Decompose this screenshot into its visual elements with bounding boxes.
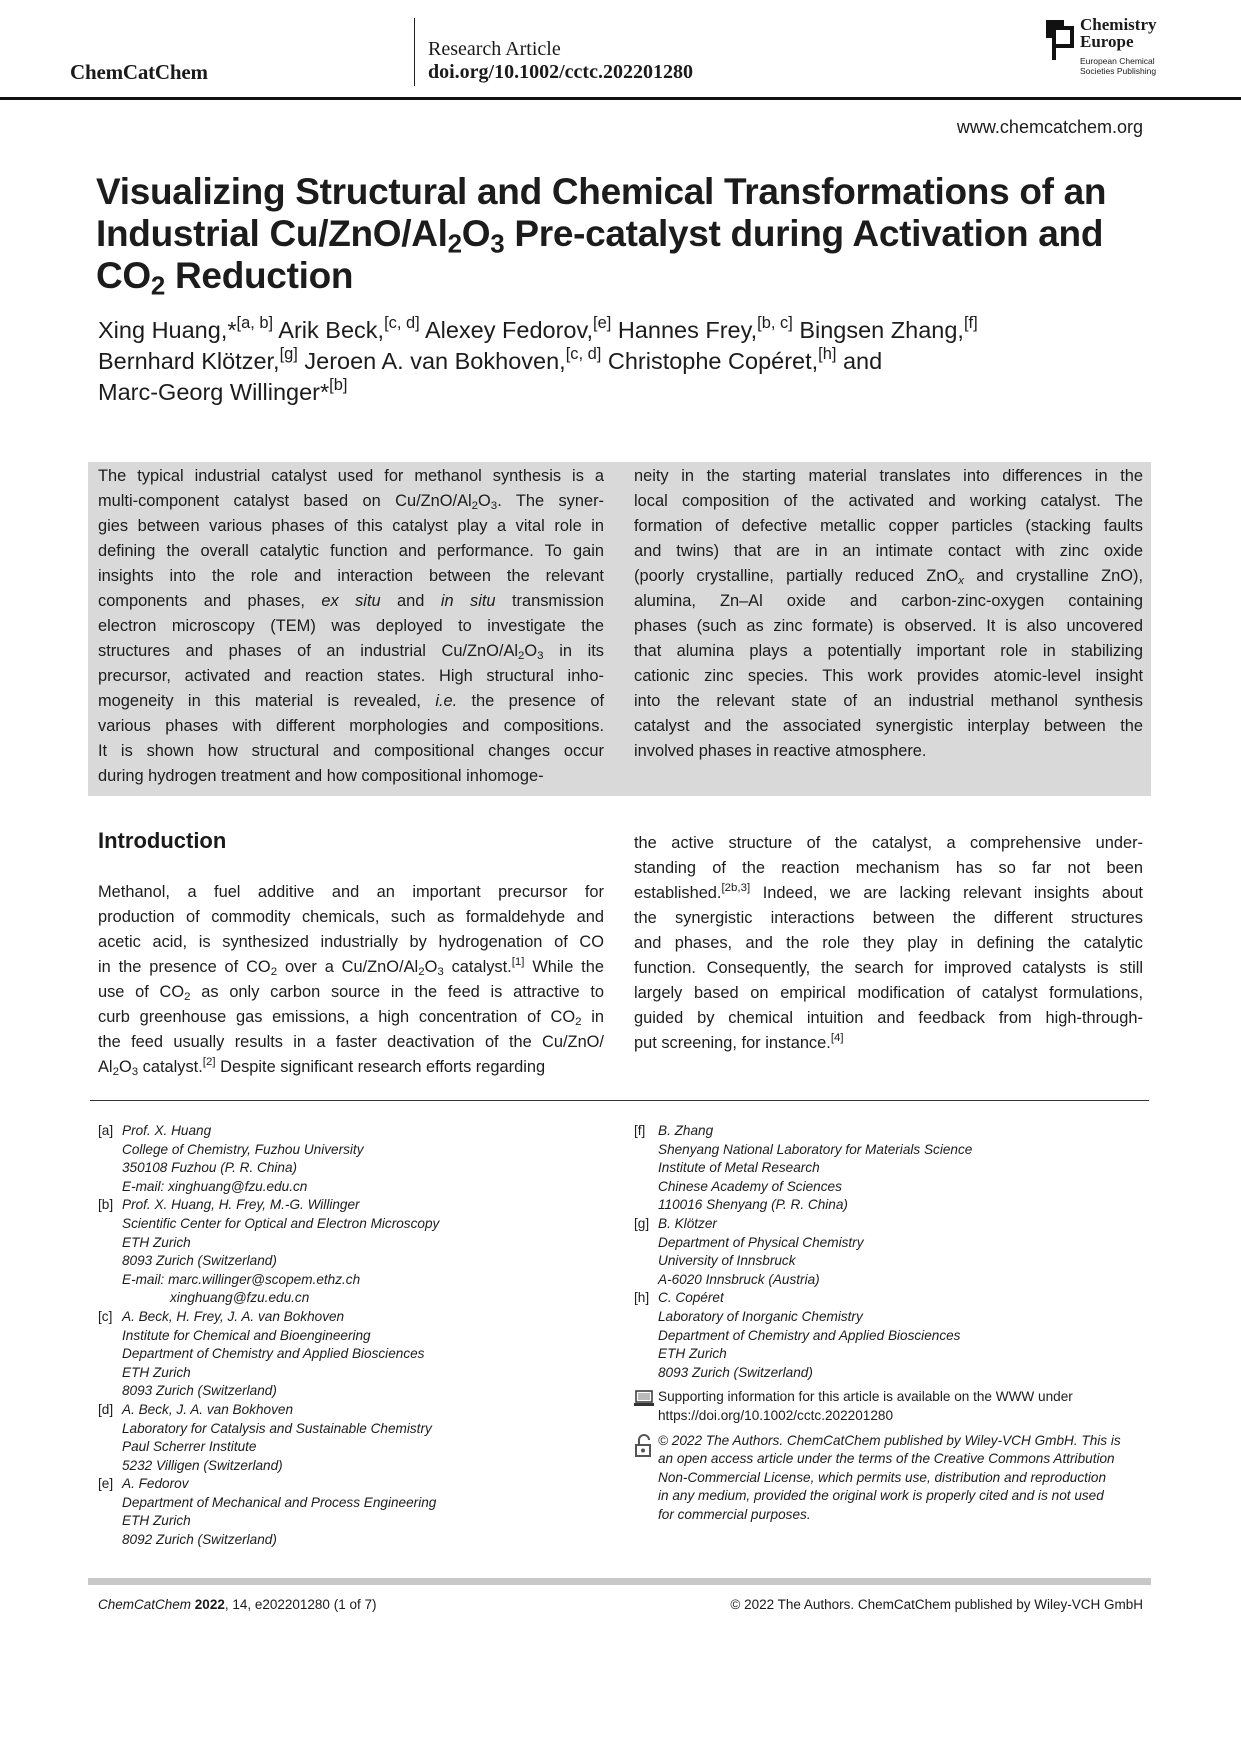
logo-line-4: Societies Publishing xyxy=(1080,66,1157,76)
license-line: © 2022 The Authors. ChemCatChem published by Wiley-VCH GmbH. This is xyxy=(658,1432,1121,1448)
affiliation-tag: [f] xyxy=(634,1123,646,1138)
text-line: mogeneity in this material is revealed, i.e. the presence of xyxy=(98,692,604,710)
text-line: multi-component catalyst based on $Cu/ZnO/Al_2O_3$. The syner- xyxy=(98,492,604,512)
title-line-1: Visualizing Structural and Chemical Transformations of an xyxy=(96,171,1107,212)
text-line: use of $CO_2$ as only carbon source in the feed is attractive to xyxy=(98,983,604,1003)
text-line: acetic acid, is synthesized industrially by hydrogenation of CO xyxy=(98,933,604,951)
logo-line-2: Europe xyxy=(1080,32,1134,51)
text-line: structures and phases of an industrial $Cu/ZnO/Al_2O_3$ in its xyxy=(98,642,604,662)
affiliation-line: C. Copéret xyxy=(658,1290,724,1306)
affiliation-line: A. Beck, J. A. van Bokhoven xyxy=(122,1401,294,1417)
author-affiliation-ref: [f] xyxy=(963,314,978,333)
affiliation-tag: [e] xyxy=(98,1476,114,1492)
text-line: the feed usually results in a faster deactivation of the Cu/ZnO/ xyxy=(98,1033,604,1051)
affiliation-line: B. Klötzer xyxy=(658,1215,717,1231)
text-line: put screening, for instance.[4] xyxy=(634,1032,844,1052)
text-line: curb greenhouse gas emissions, a high concentration of $CO_2$ in xyxy=(98,1008,605,1028)
text-line: established.[2b,3] Indeed, we are lacking relevant insights about xyxy=(634,882,1143,902)
affiliations-right xyxy=(634,1122,1154,1524)
text-line: various phases with different morphologies and compositions. xyxy=(98,717,604,735)
affiliation-line: 8093 Zurich (Switzerland) xyxy=(122,1383,277,1399)
affiliation-entry xyxy=(98,1196,618,1308)
affiliation-entry xyxy=(98,1308,618,1401)
text-line: It is shown how structural and compositional changes occur xyxy=(98,742,604,760)
author-affiliation-ref: [e] xyxy=(593,314,612,333)
affiliation-line: 8093 Zurich (Switzerland) xyxy=(122,1253,277,1269)
article-type: Research Article xyxy=(428,38,561,60)
affiliation-line: Scientific Center for Optical and Electron Microscopy xyxy=(122,1215,440,1231)
affiliation-entry xyxy=(98,1401,618,1475)
author-affiliation-ref: [g] xyxy=(279,345,298,364)
license-line: an open access article under the terms of the Creative Commons Attribution xyxy=(658,1451,1115,1467)
introduction-right-column xyxy=(634,831,1143,1056)
affiliation-line: Chinese Academy of Sciences xyxy=(658,1178,842,1194)
header-divider xyxy=(414,18,415,86)
text-line: alumina, Zn–Al oxide and carbon-zinc-oxygen containing xyxy=(634,592,1143,610)
text-line: during hydrogen treatment and how compositional inhomoge- xyxy=(98,767,544,785)
author-affiliation-ref: [b, c] xyxy=(757,314,793,333)
license-line: in any medium, provided the original work is properly cited and is not used xyxy=(658,1488,1104,1504)
text-line: guided by chemical intuition and feedback from high-through- xyxy=(634,1009,1143,1027)
doi-link[interactable]: doi.org/10.1002/cctc.202201280 xyxy=(428,61,693,83)
text-line: The typical industrial catalyst used for methanol synthesis is a xyxy=(98,467,604,485)
affiliation-line[interactable]: E-mail: xinghuang@fzu.edu.cn xyxy=(122,1178,308,1194)
article-title xyxy=(96,171,1156,301)
author-name: Alexey Fedorov, xyxy=(424,317,594,343)
text-line: insights into the role and interaction between the relevant xyxy=(98,567,604,585)
logo-line-3: European Chemical xyxy=(1080,56,1155,66)
author-affiliation-ref: [c, d] xyxy=(565,345,602,364)
affiliation-line: Institute of Metal Research xyxy=(658,1160,820,1176)
affiliation-line: ETH Zurich xyxy=(122,1234,191,1250)
text-line: and twins) that are in an intimate contact with zinc oxide xyxy=(634,542,1143,560)
author-name: Christophe Copéret, xyxy=(607,348,819,374)
affiliation-line: B. Zhang xyxy=(658,1123,714,1138)
affiliation-line: 5232 Villigen (Switzerland) xyxy=(122,1457,283,1473)
affiliation-line: ETH Zurich xyxy=(122,1364,191,1380)
author-line: Bernhard Klötzer,[g] Jeroen A. van Bokhoven,[c, d] Christophe Copéret,[h] and xyxy=(98,345,883,374)
text-line: local composition of the activated and working catalyst. The xyxy=(634,492,1143,510)
affiliation-line: A. Fedorov xyxy=(122,1476,189,1492)
affiliation-entry xyxy=(634,1122,1154,1215)
title-line-2: Industrial $Cu/ZnO/Al_2O_3$ Pre-catalyst during Activation and xyxy=(96,213,1104,259)
text-line: and phases, and the role they play in defining the catalytic xyxy=(634,934,1143,952)
affiliation-entry xyxy=(98,1122,618,1196)
affiliation-tag: [g] xyxy=(634,1215,650,1231)
affiliation-line: 350108 Fuzhou (P. R. China) xyxy=(122,1160,298,1176)
affiliation-tag: [b] xyxy=(98,1197,114,1213)
text-line: gies between various phases of this catalyst play a vital role in xyxy=(98,517,604,535)
affiliation-line: Shenyang National Laboratory for Materials Science xyxy=(658,1141,973,1157)
computer-icon xyxy=(634,1390,654,1414)
footer-copyright: © 2022 The Authors. ChemCatChem published by Wiley-VCH GmbH xyxy=(730,1597,1143,1612)
text-line: in the presence of $CO_2$ over a $Cu/ZnO/Al_2O_3$ catalyst.[1] While the xyxy=(98,956,604,978)
affiliation-line: Laboratory for Catalysis and Sustainable Chemistry xyxy=(122,1420,432,1436)
affiliation-tag: [a] xyxy=(98,1123,114,1138)
logo-line-1: Chemistry xyxy=(1080,15,1157,34)
text-line: the synergistic interactions between the different structures xyxy=(634,909,1143,927)
abstract-right-column xyxy=(634,464,1143,764)
supporting-info-link[interactable]: https://doi.org/10.1002/cctc.202201280 xyxy=(658,1407,894,1423)
license-line: for commercial purposes. xyxy=(658,1506,811,1522)
author-affiliation-ref: [h] xyxy=(818,345,837,364)
author-line xyxy=(98,377,1158,408)
introduction-left-column xyxy=(98,880,604,1080)
text-line: largely based on empirical modification of catalyst formulations, xyxy=(634,984,1143,1002)
affiliation-entry xyxy=(634,1289,1154,1382)
affiliation-tag: [c] xyxy=(98,1308,113,1324)
author-affiliation-ref: [b] xyxy=(329,376,348,395)
text-line: electron microscopy (TEM) was deployed to investigate the xyxy=(98,617,604,635)
text-line: neity in the starting material translates into differences in the xyxy=(634,467,1143,485)
affiliation-line: Department of Mechanical and Process Engineering xyxy=(122,1494,437,1510)
header-rule xyxy=(0,97,1241,100)
affiliation-line: Institute for Chemical and Bioengineering xyxy=(122,1327,371,1343)
text-line: the active structure of the catalyst, a comprehensive under- xyxy=(634,834,1143,852)
journal-website-link[interactable]: www.chemcatchem.org xyxy=(956,117,1143,137)
author-name: Hannes Frey, xyxy=(617,317,758,343)
journal-name: ChemCatChem xyxy=(70,60,208,84)
text-line: that alumina plays a potentially important role in stabilizing xyxy=(634,642,1143,660)
affiliation-line: University of Innsbruck xyxy=(658,1253,796,1269)
text-line: (poorly crystalline, partially reduced ZnO$_x$ and crystalline ZnO), xyxy=(634,567,1143,587)
affiliation-line: 110016 Shenyang (P. R. China) xyxy=(658,1197,848,1213)
author-affiliation-ref: [a, b] xyxy=(236,314,274,333)
affiliation-entry xyxy=(634,1215,1154,1289)
affiliation-line: College of Chemistry, Fuzhou University xyxy=(122,1141,364,1157)
text-line: function. Consequently, the search for improved catalysts is still xyxy=(634,959,1143,977)
footer-citation: ChemCatChem 2022, 14, e202201280 (1 of 7) xyxy=(98,1597,377,1612)
affiliation-line: Paul Scherrer Institute xyxy=(122,1439,257,1455)
affiliation-entry xyxy=(98,1475,618,1549)
abstract-left-column xyxy=(98,464,604,789)
text-line: precursor, activated and reaction states. High structural inho- xyxy=(98,667,604,685)
text-line: Methanol, a fuel additive and an important precursor for xyxy=(98,883,604,901)
author-name: Xing Huang,* xyxy=(98,317,237,343)
author-name: Marc-Georg Willinger* xyxy=(98,379,330,405)
title-line-3: $CO_2$ Reduction xyxy=(96,255,354,301)
affiliation-line: 8092 Zurich (Switzerland) xyxy=(122,1532,277,1548)
affiliations-divider xyxy=(90,1100,1149,1101)
affiliation-line: Prof. X. Huang xyxy=(122,1123,212,1138)
affiliation-line: Laboratory of Inorganic Chemistry xyxy=(658,1308,863,1324)
affiliation-tag: [h] xyxy=(634,1290,650,1306)
author-name: Jeroen A. van Bokhoven, xyxy=(304,348,566,374)
author-name: Bingsen Zhang, xyxy=(799,317,964,343)
affiliation-line[interactable]: E-mail: marc.willinger@scopem.ethz.ch xyxy=(122,1271,361,1287)
text-line: production of commodity chemicals, such as formaldehyde and xyxy=(98,908,604,926)
affiliation-line: Department of Physical Chemistry xyxy=(658,1234,864,1250)
affiliation-tag: [d] xyxy=(98,1401,114,1417)
affiliation-line: Department of Chemistry and Applied Biosciences xyxy=(122,1346,425,1362)
affiliation-line: A. Beck, H. Frey, J. A. van Bokhoven xyxy=(122,1308,345,1324)
text-line: into the relevant state of an industrial methanol synthesis xyxy=(634,692,1143,710)
text-line: phases (such as zinc formate) is observed. It is also uncovered xyxy=(634,617,1143,635)
affiliation-line: ETH Zurich xyxy=(122,1513,191,1529)
affiliation-line: Department of Chemistry and Applied Biosciences xyxy=(658,1327,961,1343)
footer-bar xyxy=(88,1578,1151,1585)
open-access-icon xyxy=(634,1434,654,1464)
author-list xyxy=(98,315,1158,408)
text-line: defining the overall catalytic function and performance. To gain xyxy=(98,542,604,560)
text-line: formation of defective metallic copper particles (stacking faults xyxy=(634,517,1143,535)
author-name: Arik Beck, xyxy=(278,317,385,343)
supporting-info-line: Supporting information for this article is available on the WWW under xyxy=(658,1389,1073,1405)
author-name: Bernhard Klötzer, xyxy=(98,348,280,374)
text-line: components and phases, ex situ and in situ transmission xyxy=(98,592,604,610)
text-line: $Al_2O_3$ catalyst.[2] Despite significant research efforts regarding xyxy=(98,1056,546,1078)
affiliations-left xyxy=(98,1122,618,1550)
license-note xyxy=(634,1432,1154,1525)
author-affiliation-ref: [c, d] xyxy=(384,314,420,333)
author-line xyxy=(98,315,1158,346)
affiliation-line: Prof. X. Huang, H. Frey, M.-G. Willinger xyxy=(122,1197,360,1213)
supporting-information-note xyxy=(634,1388,1154,1425)
text-line: catalyst and the associated synergistic interplay between the xyxy=(634,717,1143,735)
chemistry-europe-logo xyxy=(1044,16,1174,82)
section-heading-introduction: Introduction xyxy=(98,828,227,853)
affiliation-line: A-6020 Innsbruck (Austria) xyxy=(658,1271,820,1287)
affiliation-line: ETH Zurich xyxy=(658,1346,727,1362)
license-line: Non-Commercial License, which permits use, distribution and reproduction xyxy=(658,1469,1107,1485)
text-line: cationic zinc species. This work provides atomic-level insight xyxy=(634,667,1143,685)
text-line: standing of the reaction mechanism has so far not been xyxy=(634,859,1143,877)
text-line: involved phases in reactive atmosphere. xyxy=(634,742,927,760)
affiliation-line: 8093 Zurich (Switzerland) xyxy=(658,1364,813,1380)
affiliation-email[interactable]: xinghuang@fzu.edu.cn xyxy=(170,1290,310,1306)
